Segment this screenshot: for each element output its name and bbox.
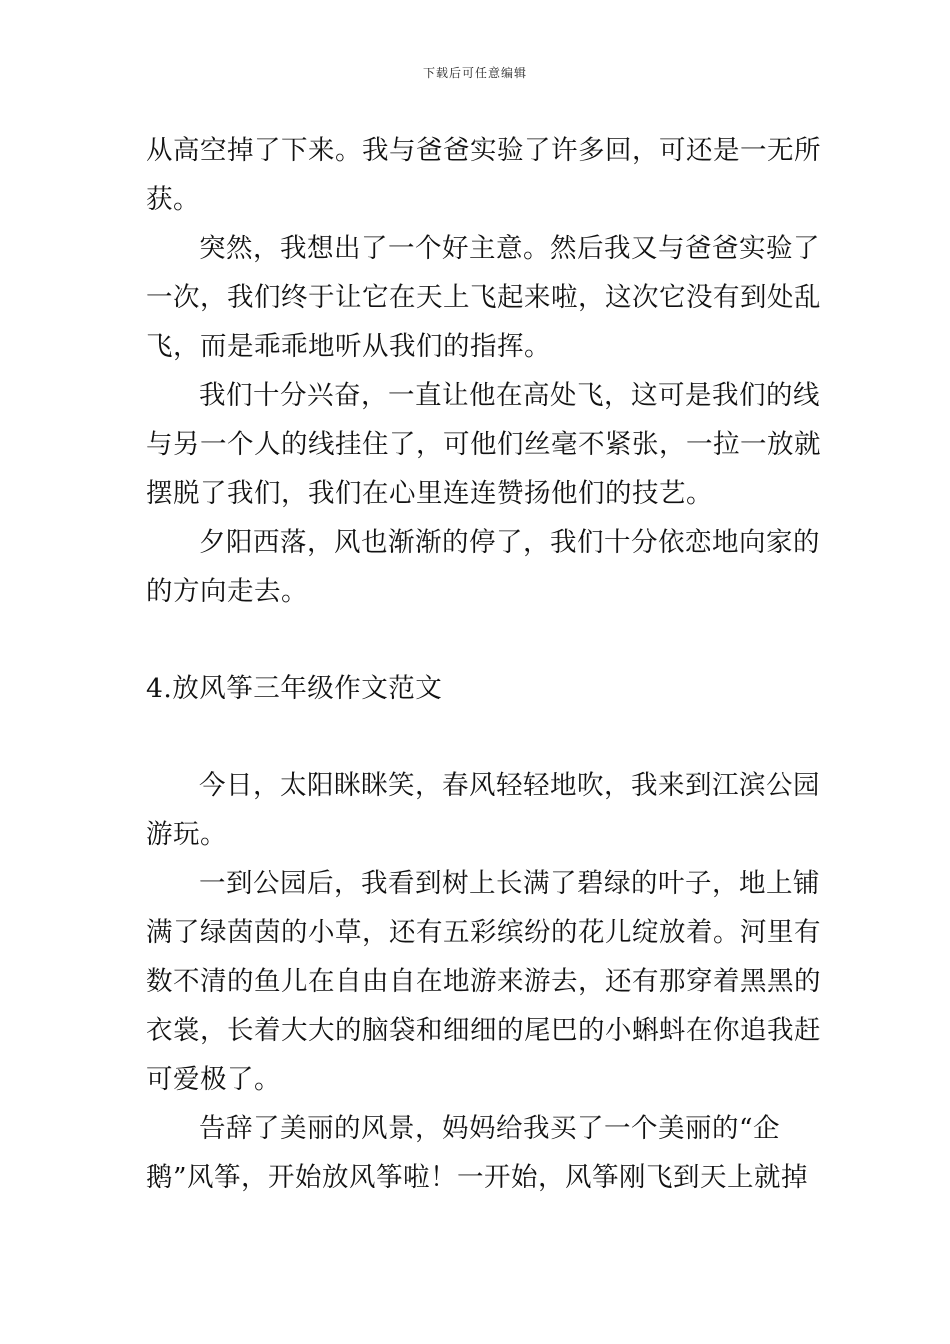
paragraph bbox=[146, 518, 820, 616]
text-line: 突然，我想出了一个好主意。然后我又与爸爸实验了 bbox=[199, 233, 820, 264]
text-line: 从高空掉了下来。我与爸爸实验了许多回，可还是一无所 bbox=[146, 135, 821, 166]
paragraph bbox=[146, 859, 821, 1104]
paragraph bbox=[146, 1104, 808, 1202]
text-line: 告辞了美丽的风景，妈妈给我买了一个美丽的“企 bbox=[199, 1113, 781, 1144]
text-line: 摆脱了我们，我们在心里连连赞扬他们的技艺。 bbox=[146, 478, 713, 509]
text-line: 一到公园后，我看到树上长满了碧绿的叶子，地上铺 bbox=[199, 868, 820, 899]
text-line: 游玩。 bbox=[146, 819, 227, 850]
text-line: 满了绿茵茵的小草，还有五彩缤纷的花儿绽放着。河里有 bbox=[146, 917, 821, 948]
text-line: 鹅”风筝，开始放风筝啦！一开始，风筝刚飞到天上就掉 bbox=[146, 1162, 809, 1193]
paragraph bbox=[146, 126, 821, 224]
paragraph bbox=[146, 371, 821, 518]
text-line: 衣裳，长着大大的脑袋和细细的尾巴的小蝌蚪在你追我赶 bbox=[146, 1015, 821, 1046]
text-line: 数不清的鱼儿在自由自在地游来游去，还有那穿着黑黑的 bbox=[146, 966, 821, 997]
text-line: 飞，而是乖乖地听从我们的指挥。 bbox=[146, 331, 551, 362]
document-body bbox=[146, 126, 821, 1202]
text-line: 我们十分兴奋，一直让他在高处飞，这可是我们的线 bbox=[199, 380, 820, 411]
text-line: 夕阳西落，风也渐渐的停了，我们十分依恋地向家的 bbox=[199, 527, 820, 558]
text-line: 可爱极了。 bbox=[146, 1064, 281, 1095]
paragraph bbox=[146, 224, 821, 371]
text-line: 今日，太阳眯眯笑，春风轻轻地吹，我来到江滨公园 bbox=[199, 770, 820, 801]
text-line: 获。 bbox=[146, 184, 200, 215]
text-line: 的方向走去。 bbox=[146, 576, 308, 607]
paragraph bbox=[146, 761, 820, 859]
text-line: 一次，我们终于让它在天上飞起来啦，这次它没有到处乱 bbox=[146, 282, 821, 313]
section-heading: 4.放风筝三年级作文范文 bbox=[146, 673, 443, 704]
page-header: 下载后可任意编辑 bbox=[422, 66, 527, 80]
text-line: 与另一个人的线挂住了，可他们丝毫不紧张，一拉一放就 bbox=[146, 429, 821, 460]
